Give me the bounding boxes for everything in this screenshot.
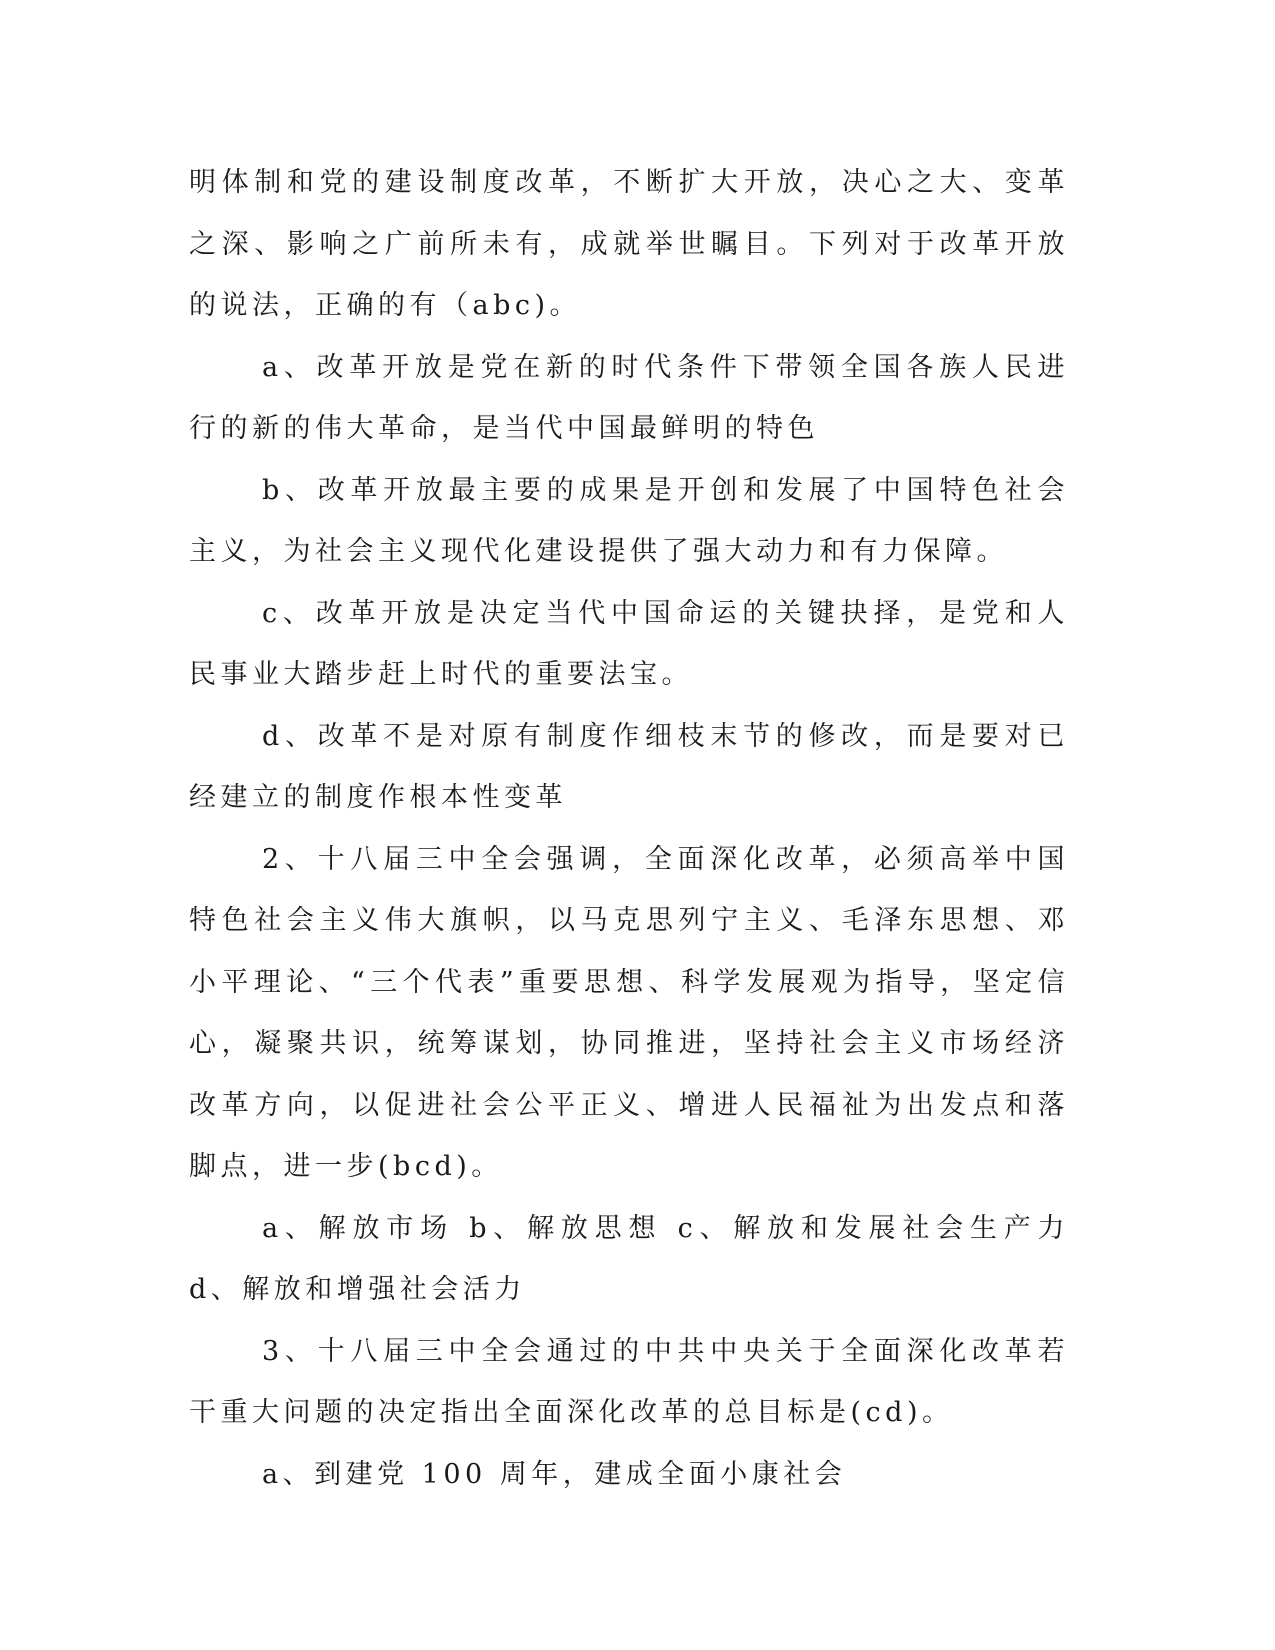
question-3: 3、十八届三中全会通过的中共中央关于全面深化改革若干重大问题的决定指出全面深化改革的总目标是(cd)。 [189,1335,1069,1428]
options-2: a、解放市场 b、解放思想 c、解放和发展社会生产力 d、解放和增强社会活力 [189,1212,1069,1305]
document-body [189,152,1069,1505]
option-1b: b、改革开放最主要的成果是开创和发展了中国特色社会主义，为社会主义现代化建设提供了强大动力和有力保障。 [189,474,1069,567]
question-2: 2、十八届三中全会强调，全面深化改革，必须高举中国特色社会主义伟大旗帜，以马克思列宁主义、毛泽东思想、邓小平理论、“三个代表”重要思想、科学发展观为指导，坚定信心，凝聚共识，统筹谋划，协同推进，坚持社会主义市场经济改革方向，以促进社会公平正义、增进人民福祉为出发点和落脚点，进一步(bcd)。 [189,843,1069,1182]
option-1c: c、改革开放是决定当代中国命运的关键抉择，是党和人民事业大踏步赶上时代的重要法宝。 [189,597,1069,690]
option-3a: a、到建党 100 周年，建成全面小康社会 [262,1458,847,1490]
paragraph-intro: 明体制和党的建设制度改革，不断扩大开放，决心之大、变革之深、影响之广前所未有，成就举世瞩目。下列对于改革开放的说法，正确的有（abc)。 [189,167,1069,321]
option-1d: d、改革不是对原有制度作细枝末节的修改，而是要对已经建立的制度作根本性变革 [189,720,1069,813]
option-1a: a、改革开放是党在新的时代条件下带领全国各族人民进行的新的伟大革命，是当代中国最鲜明的特色 [189,351,1069,444]
